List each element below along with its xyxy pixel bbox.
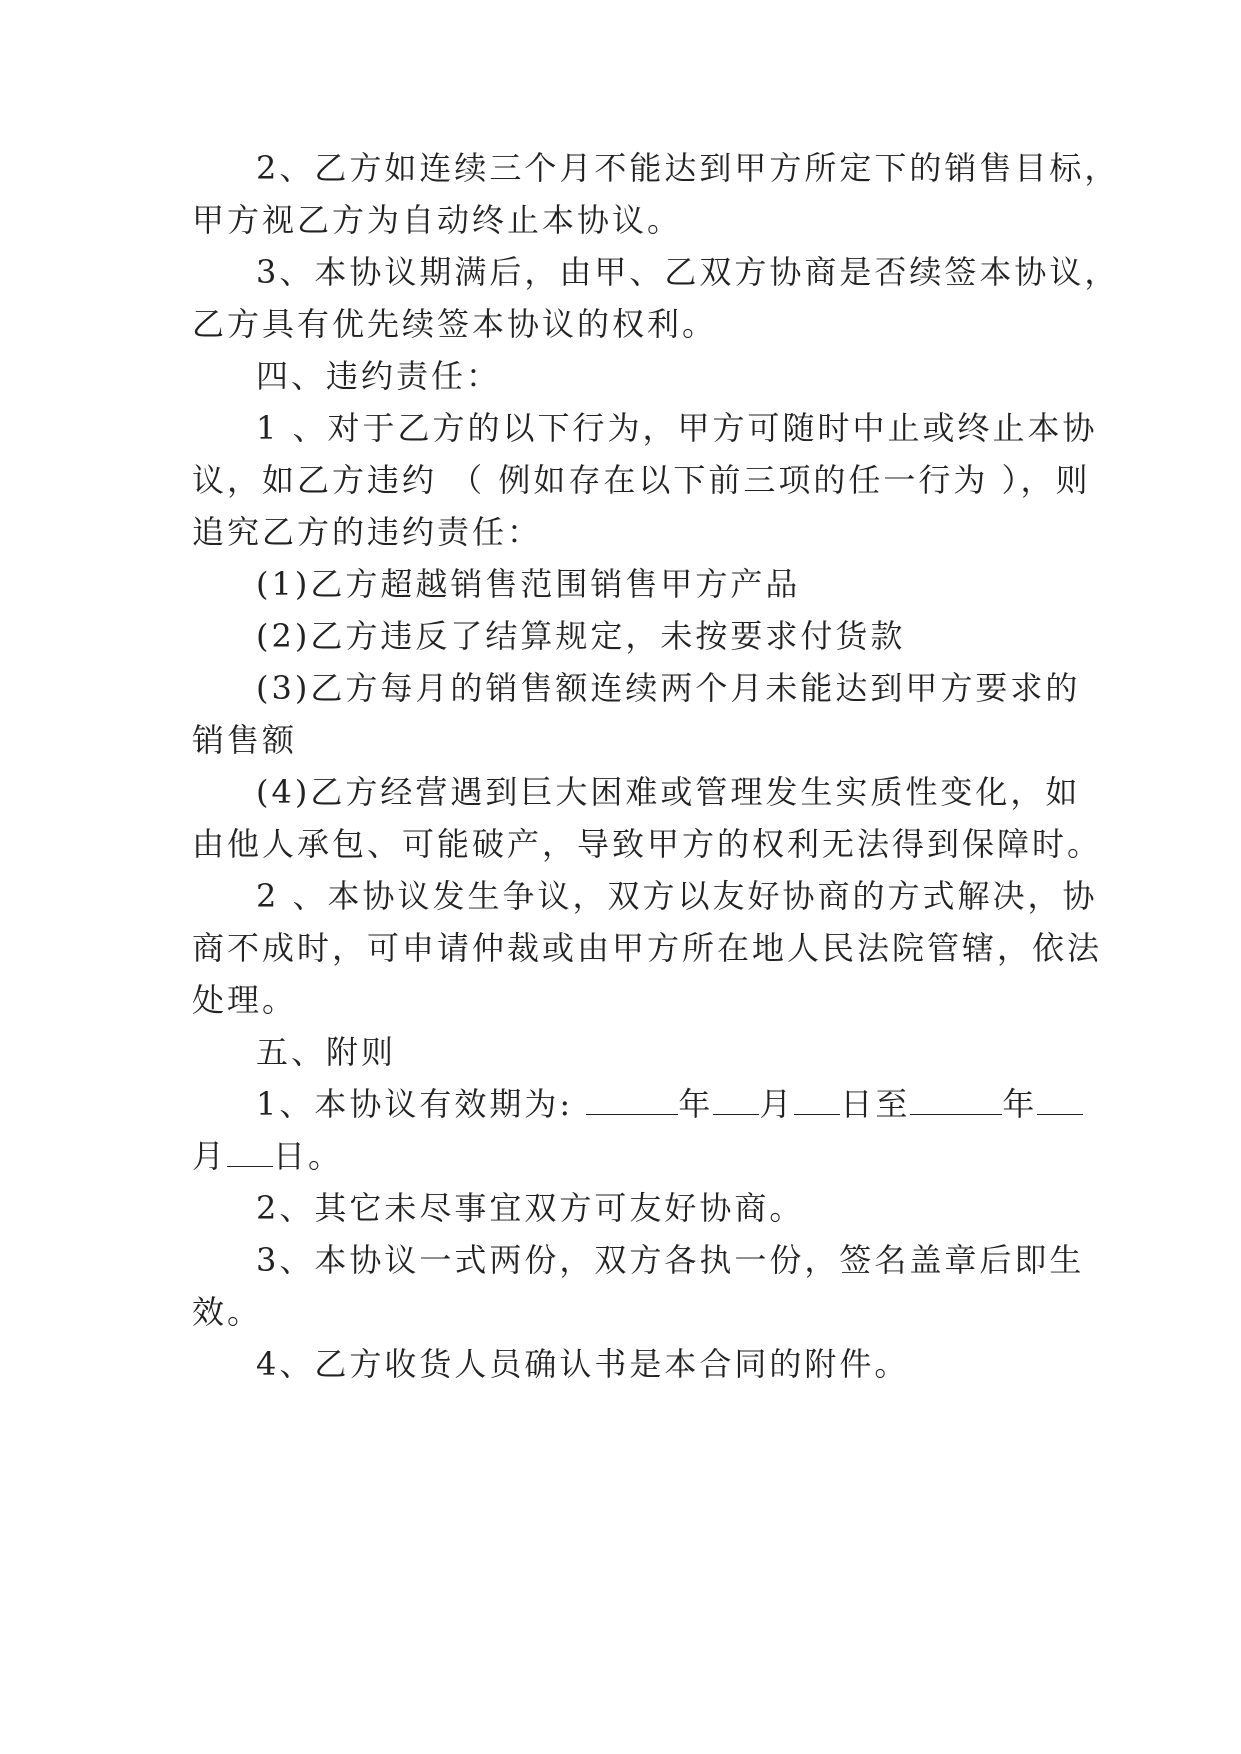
blank-month-end-part — [1037, 1088, 1083, 1115]
clause-3-3-line-1: 3、本协议期满后，由甲、乙双方协商是否续签本协议， — [256, 253, 1120, 291]
clause-4-2-line-3: 处理。 — [192, 981, 298, 1019]
blank-month-start — [713, 1088, 759, 1115]
validity-year-label: 年 — [678, 1085, 714, 1123]
item-1: (1)乙方超越销售范围销售甲方产品 — [256, 565, 801, 603]
validity-line-1 — [256, 1084, 1083, 1124]
validity-year-end-label: 年 — [1002, 1085, 1038, 1123]
clause-4-2-line-1: 2 、本协议发生争议，双方以友好协商的方式解决，协 — [256, 877, 1098, 915]
clause-3-2-line-2: 甲方视乙方为自动终止本协议。 — [192, 201, 683, 239]
item-3-line-2: 销售额 — [192, 721, 298, 759]
item-4-line-1: (4)乙方经营遇到巨大困难或管理发生实质性变化，如 — [256, 773, 1081, 811]
clause-4-1-line-1: 1 、对于乙方的以下行为，甲方可随时中止或终止本协 — [256, 409, 1098, 447]
clause-5-3-line-2: 效。 — [192, 1293, 263, 1331]
clause-5-4: 4、乙方收货人员确认书是本合同的附件。 — [256, 1345, 910, 1383]
blank-year-start — [586, 1088, 678, 1115]
item-4-line-2: 由他人承包、可能破产，导致甲方的权利无法得到保障时。 — [192, 825, 1103, 863]
blank-day-end — [227, 1140, 273, 1167]
validity-prefix: 1、本协议有效期为: — [256, 1085, 587, 1123]
item-2: (2)乙方违反了结算规定，未按要求付货款 — [256, 617, 906, 655]
validity-month-label: 月 — [759, 1085, 795, 1123]
clause-4-1-line-3: 追究乙方的违约责任： — [192, 513, 543, 551]
validity-day-to-label: 日至 — [840, 1085, 911, 1123]
clause-5-2: 2、其它未尽事宜双方可友好协商。 — [256, 1189, 805, 1227]
item-3-line-1: (3)乙方每月的销售额连续两个月未能达到甲方要求的 — [256, 669, 1081, 707]
blank-day-start — [794, 1088, 840, 1115]
clause-3-3-line-2: 乙方具有优先续签本协议的权利。 — [192, 305, 718, 343]
clause-5-3-line-1: 3、本协议一式两份，双方各执一份，签名盖章后即生 — [256, 1241, 1085, 1279]
validity-month-end-label: 月 — [192, 1137, 228, 1175]
clause-4-1-line-2: 议，如乙方违约 （ 例如存在以下前三项的任一行为 ），则 — [192, 461, 1091, 499]
blank-year-end — [910, 1088, 1002, 1115]
clause-4-2-line-2: 商不成时，可申请仲裁或由甲方所在地人民法院管辖，依法 — [192, 929, 1103, 967]
validity-line-2 — [192, 1136, 343, 1176]
section-4-heading: 四、违约责任： — [256, 357, 502, 395]
section-5-heading: 五、附则 — [256, 1033, 397, 1071]
clause-3-2-line-1: 2、乙方如连续三个月不能达到甲方所定下的销售目标， — [256, 149, 1120, 187]
validity-day-end-label: 日。 — [273, 1137, 344, 1175]
